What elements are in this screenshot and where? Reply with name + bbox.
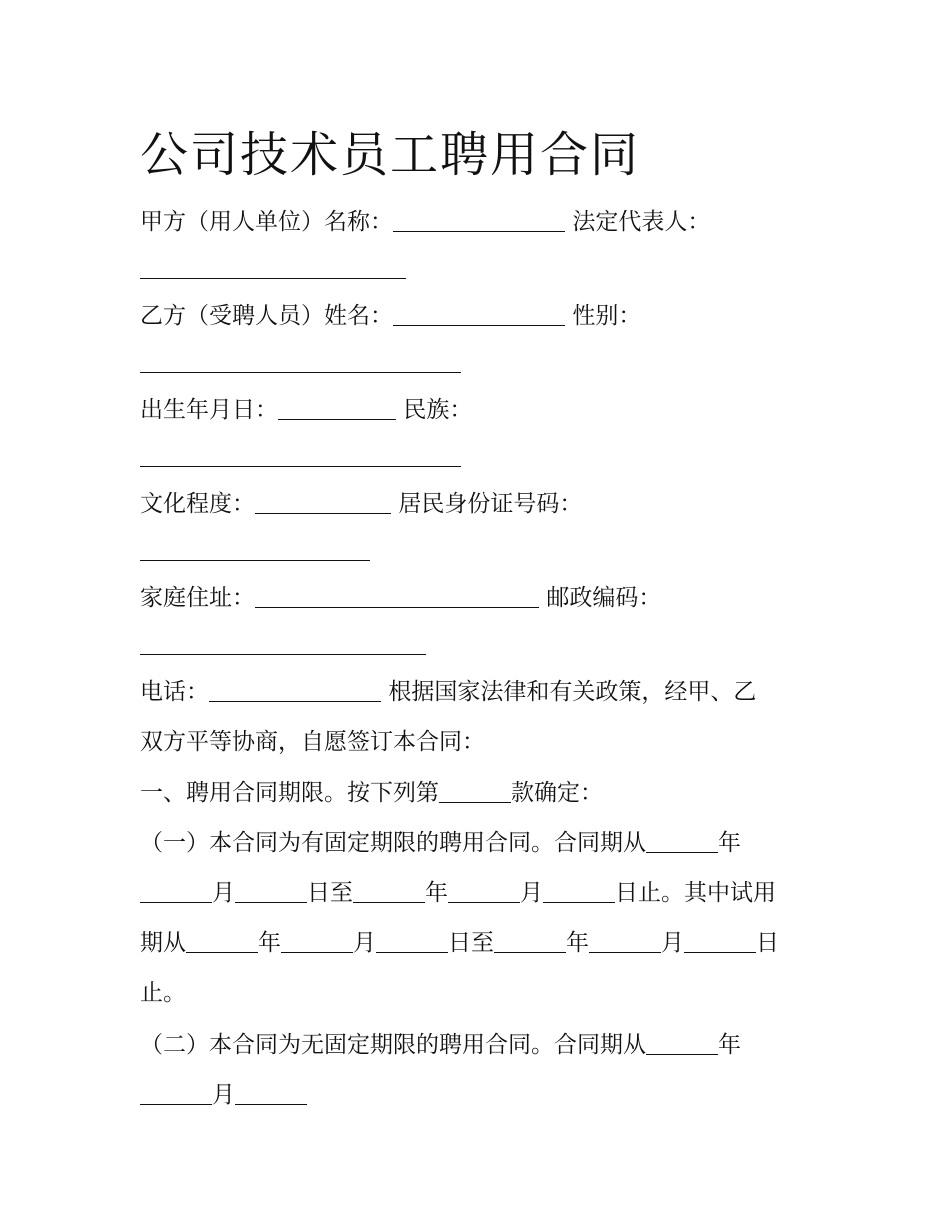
- legal-rep-line: [140, 254, 406, 284]
- ethnicity-line: [140, 442, 461, 472]
- c1-start-month-field[interactable]: [140, 880, 212, 903]
- postcode-label: 邮政编码：: [546, 585, 662, 611]
- probation-start-month-field[interactable]: [281, 930, 353, 953]
- probation-end-month-field[interactable]: [589, 930, 661, 953]
- intro-text-a: 根据国家法律和有关政策，经甲、乙: [388, 679, 757, 705]
- clause-2-text: （二）本合同为无固定期限的聘用合同。合同期从: [140, 1032, 646, 1058]
- postcode-line: [140, 630, 426, 660]
- page-title: 公司技术员工聘用合同: [140, 127, 641, 183]
- clause-number-field[interactable]: [439, 780, 511, 803]
- c1-end-day-field[interactable]: [543, 880, 615, 903]
- id-number-field[interactable]: [140, 538, 370, 561]
- party-b-name-field[interactable]: [393, 303, 565, 326]
- phone-label: 电话：: [140, 679, 209, 705]
- year-text: 年: [258, 930, 281, 956]
- address-field[interactable]: [255, 585, 539, 608]
- legal-rep-field[interactable]: [140, 256, 406, 279]
- c1-end-month-field[interactable]: [448, 880, 520, 903]
- intro-line: [140, 727, 485, 757]
- probation-end-day-field[interactable]: [684, 930, 756, 953]
- birth-line: [140, 395, 472, 425]
- legal-rep-label: 法定代表人：: [572, 209, 711, 235]
- education-label: 文化程度：: [140, 491, 255, 517]
- day-end-probation-text: 日止。其中试用: [615, 880, 776, 906]
- clause-1-text: （一）本合同为有固定期限的聘用合同。合同期从: [140, 830, 646, 856]
- month-text: 月: [212, 880, 235, 906]
- clause-2-line-2: [140, 1080, 307, 1110]
- party-a-label: 甲方（用人单位）名称：: [140, 209, 393, 235]
- year-text: 年: [425, 880, 448, 906]
- ethnicity-field[interactable]: [140, 444, 461, 467]
- phone-line: [140, 677, 756, 707]
- birth-label: 出生年月日：: [140, 397, 278, 423]
- phone-field[interactable]: [209, 679, 381, 702]
- day-to-text: 日至: [307, 880, 353, 906]
- clause-1-line-1: [140, 828, 741, 858]
- c2-start-day-field[interactable]: [235, 1082, 307, 1105]
- party-a-line: [140, 207, 710, 237]
- section-1-line: [140, 778, 603, 808]
- ethnicity-label: 民族：: [403, 397, 473, 423]
- party-b-label: 乙方（受聘人员）姓名：: [140, 303, 393, 329]
- intro-text-b: 双方平等协商，自愿签订本合同：: [140, 729, 485, 755]
- c2-start-year-field[interactable]: [646, 1032, 718, 1055]
- probation-from-text: 期从: [140, 930, 186, 956]
- c2-start-month-field[interactable]: [140, 1082, 212, 1105]
- c1-end-year-field[interactable]: [353, 880, 425, 903]
- clause-1-line-2: [140, 878, 776, 908]
- section-1-tail: 款确定：: [511, 780, 603, 806]
- clause-1-line-4: [140, 978, 186, 1008]
- probation-start-year-field[interactable]: [186, 930, 258, 953]
- gender-field[interactable]: [140, 350, 461, 373]
- day-text: 日: [756, 930, 779, 956]
- month-text: 月: [520, 880, 543, 906]
- id-line: [140, 536, 370, 566]
- month-text: 月: [661, 930, 684, 956]
- c1-start-day-field[interactable]: [235, 880, 307, 903]
- probation-end-year-field[interactable]: [494, 930, 566, 953]
- month-text: 月: [353, 930, 376, 956]
- id-label: 居民身份证号码：: [398, 491, 583, 517]
- gender-label: 性别：: [572, 303, 642, 329]
- party-a-name-field[interactable]: [393, 209, 565, 232]
- gender-line: [140, 348, 461, 378]
- birth-date-field[interactable]: [278, 397, 396, 420]
- clause-1-end-text: 止。: [140, 980, 186, 1006]
- day-to-text: 日至: [448, 930, 494, 956]
- clause-1-line-3: [140, 928, 779, 958]
- year-text: 年: [566, 930, 589, 956]
- address-line: [140, 583, 661, 613]
- year-text: 年: [718, 830, 741, 856]
- probation-start-day-field[interactable]: [376, 930, 448, 953]
- education-line: [140, 489, 582, 519]
- c1-start-year-field[interactable]: [646, 830, 718, 853]
- postcode-field[interactable]: [140, 632, 426, 655]
- party-b-line: [140, 301, 641, 331]
- address-label: 家庭住址：: [140, 585, 255, 611]
- month-text: 月: [212, 1082, 235, 1108]
- clause-2-line-1: [140, 1030, 741, 1060]
- section-1-text: 一、聘用合同期限。按下列第: [140, 780, 439, 806]
- education-field[interactable]: [255, 491, 391, 514]
- year-text: 年: [718, 1032, 741, 1058]
